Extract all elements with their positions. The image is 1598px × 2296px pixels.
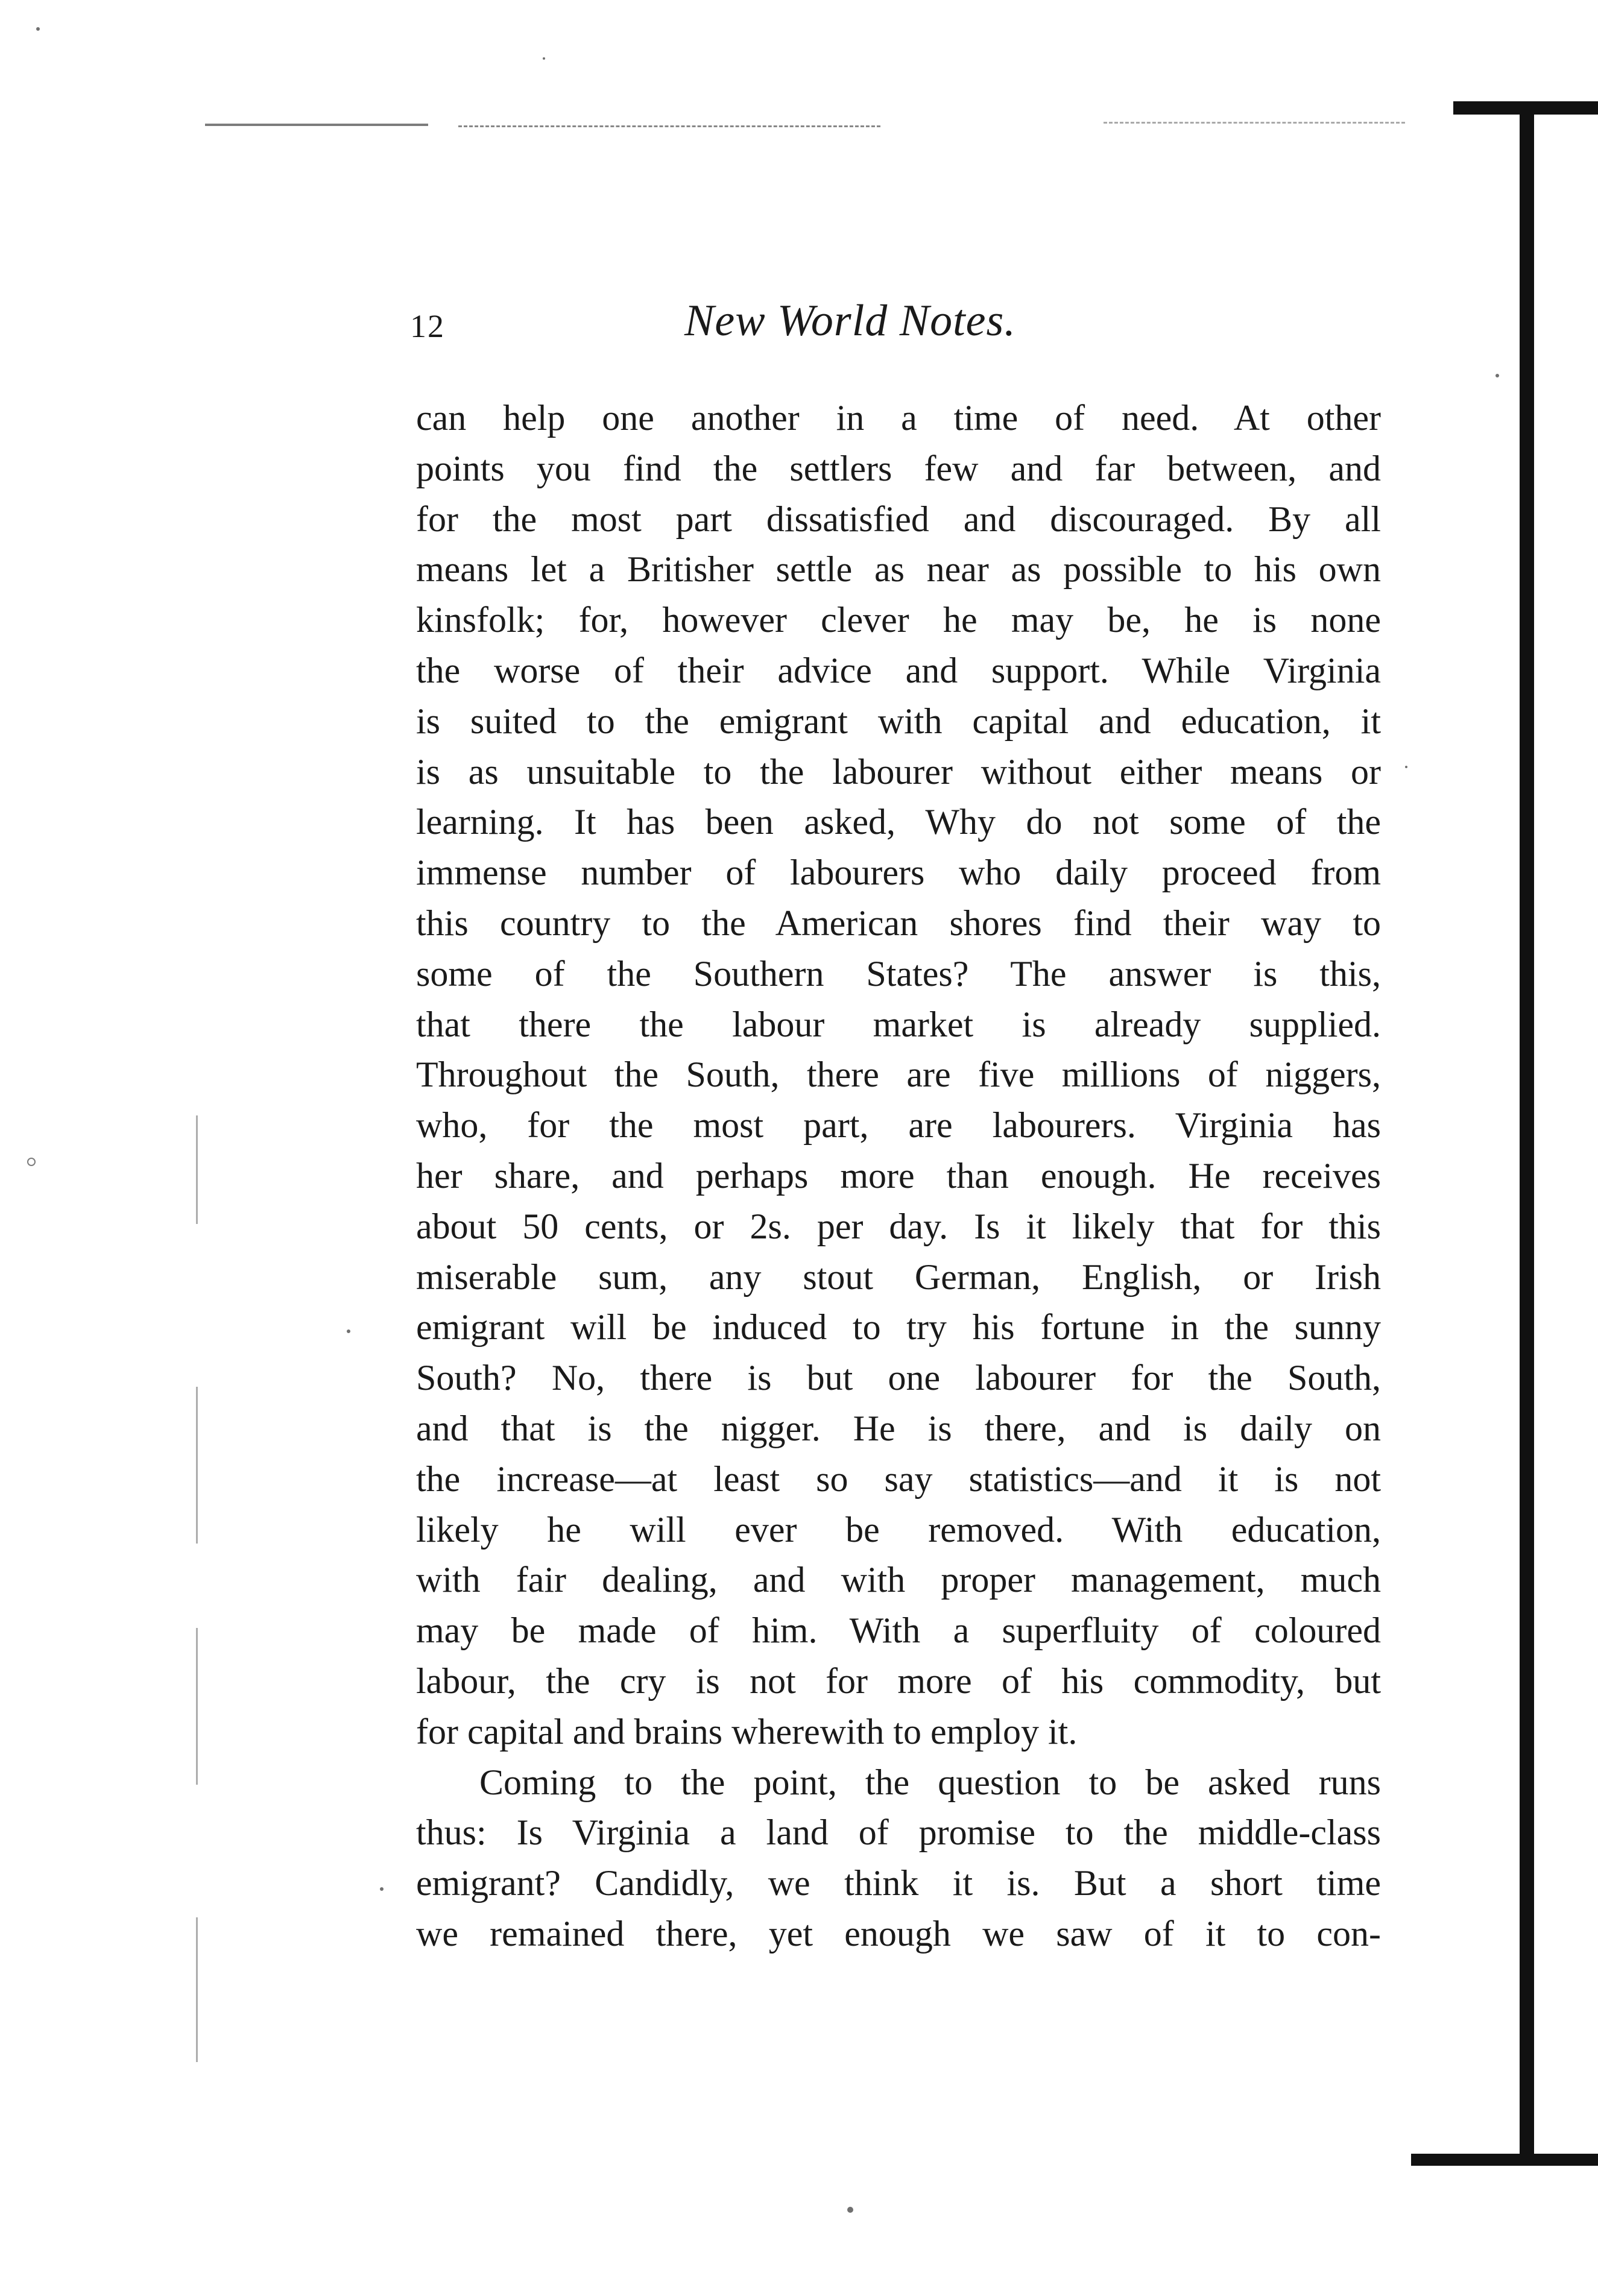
margin-mark: [196, 1917, 198, 2062]
margin-mark: [196, 1628, 198, 1785]
text-line: labour, the cry is not for more of his commodity, but: [416, 1660, 1381, 1701]
text-line: may be made of him. With a superfluity of coloured: [416, 1610, 1381, 1651]
text-line: that there the labour market is already supplied.: [416, 1004, 1381, 1044]
page-edge-bottom: [1411, 2154, 1598, 2166]
scan-speck: [36, 27, 40, 31]
text-line: this country to the American shores find their way to: [416, 903, 1381, 943]
text-line: Throughout the South, there are five millions of niggers,: [416, 1055, 1381, 1095]
text-line: likely he will ever be removed. With education,: [416, 1509, 1381, 1550]
text-line: is as unsuitable to the labourer without either means or: [416, 751, 1381, 792]
text-line: her share, and perhaps more than enough. He receives: [416, 1155, 1381, 1196]
scan-speck: [543, 57, 545, 60]
text-line: immense number of labourers who daily proceed from: [416, 853, 1381, 893]
text-line: the worse of their advice and support. While Virginia: [416, 650, 1381, 690]
page-edge-binding: [1520, 106, 1534, 2162]
margin-mark: [196, 1115, 198, 1224]
text-line: about 50 cents, or 2s. per day. Is it likely that for this: [416, 1206, 1381, 1246]
text-line: means let a Britisher settle as near as possible to his own: [416, 549, 1381, 590]
text-line: with fair dealing, and with proper management, much: [416, 1560, 1381, 1600]
scan-artifact-line: [205, 124, 428, 126]
scan-speck: [27, 1158, 36, 1166]
paragraph: [416, 393, 1381, 1758]
text-line: Coming to the point, the question to be asked runs: [479, 1762, 1381, 1802]
text-line: we remained there, yet enough we saw of it to con-: [416, 1913, 1381, 1954]
margin-mark: [196, 1387, 198, 1544]
text-line: and that is the nigger. He is there, and is daily on: [416, 1408, 1381, 1448]
text-line: some of the Southern States? The answer is this,: [416, 953, 1381, 994]
scan-artifact-dashes: [458, 125, 880, 127]
text-line: thus: Is Virginia a land of promise to the middle-class: [416, 1812, 1381, 1853]
text-line: is suited to the emigrant with capital and education, it: [416, 701, 1381, 741]
paragraph: [416, 1758, 1381, 1960]
text-line: miserable sum, any stout German, English, or Irish: [416, 1257, 1381, 1297]
scan-speck: [847, 2207, 853, 2213]
scan-speck: [1495, 374, 1499, 377]
scan-speck: [380, 1887, 384, 1891]
text-line: emigrant? Candidly, we think it is. But a short time: [416, 1863, 1381, 1903]
text-line: points you find the settlers few and far between, and: [416, 448, 1381, 488]
text-line: South? No, there is but one labourer for the South,: [416, 1358, 1381, 1398]
text-line: kinsfolk; for, however clever he may be, he is none: [416, 600, 1381, 640]
text-line: who, for the most part, are labourers. Virginia has: [416, 1105, 1381, 1146]
text-line: for the most part dissatisfied and discouraged. By all: [416, 499, 1381, 539]
page-number: 12: [410, 308, 445, 344]
text-line: learning. It has been asked, Why do not some of the: [416, 802, 1381, 842]
page-title: New World Notes.: [684, 296, 1016, 345]
scan-speck: [347, 1329, 350, 1333]
text-line: the increase—at least so say statistics—and it is not: [416, 1459, 1381, 1499]
scan-speck: [1405, 766, 1407, 768]
running-head: [410, 295, 1110, 362]
scan-artifact-dashes: [1104, 122, 1405, 124]
body-text: [416, 393, 1381, 1960]
text-line: can help one another in a time of need. At other: [416, 398, 1381, 438]
text-line: emigrant will be induced to try his fortune in the sunny: [416, 1307, 1381, 1348]
text-line: for capital and brains wherewith to employ it.: [416, 1711, 1078, 1752]
